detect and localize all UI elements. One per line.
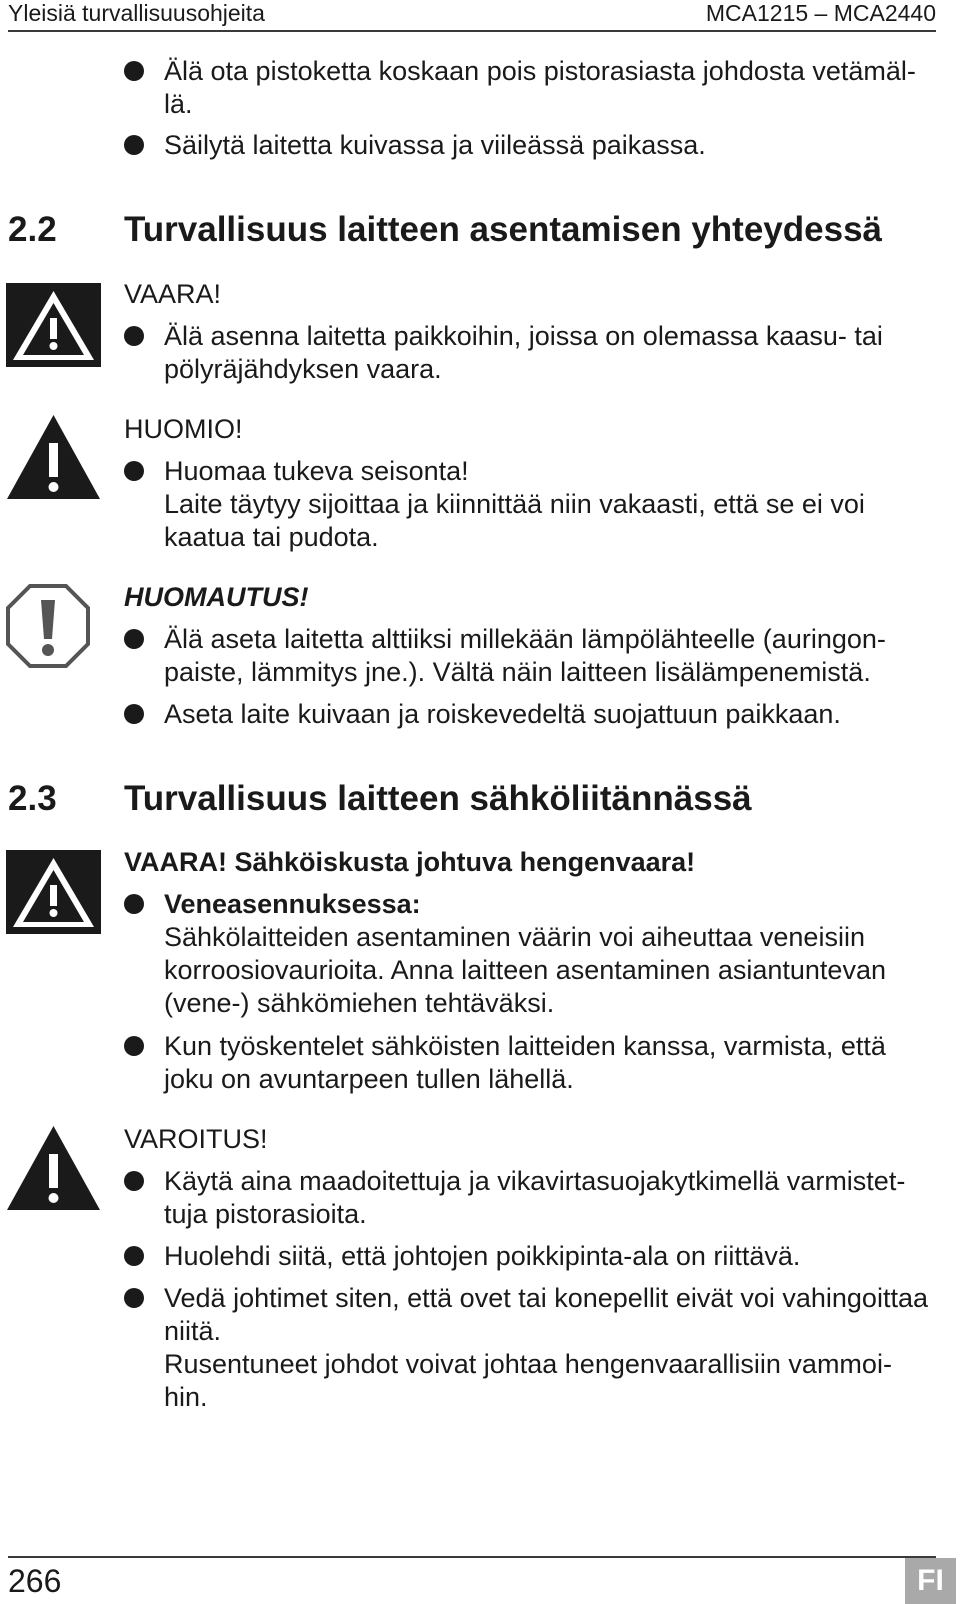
bullet-text: Aseta laite kuivaan ja roiskevedeltä suojattuun paikkaan. — [164, 699, 841, 729]
bullet-text: kaatua tai pudota. — [164, 522, 379, 552]
bullet-text: pölyräjähdyksen vaara. — [164, 354, 442, 384]
bullet-icon — [124, 704, 144, 724]
bullet-text: Huolehdi siitä, että johtojen poikkipinta-ala on riittävä. — [164, 1241, 801, 1271]
bullet-text: korroosiovaurioita. Anna laitteen asentaminen asiantuntevan — [164, 955, 886, 985]
section-number: 2.2 — [8, 210, 57, 249]
signal-word-varoitus: VAROITUS! — [124, 1124, 268, 1154]
page-header — [8, 0, 936, 32]
signal-word-vaara: VAARA! Sähköiskusta johtuva hengenvaara! — [124, 847, 696, 877]
notice-octagon-icon — [6, 584, 90, 668]
bullet-text: tuja pistorasioita. — [164, 1199, 367, 1229]
bullet-text: Sähkölaitteiden asentaminen väärin voi aiheuttaa veneisiin — [164, 922, 865, 952]
bullet-icon — [124, 1171, 144, 1191]
bullet-text: Laite täytyy sijoittaa ja kiinnittää niin vakaasti, että se ei voi — [164, 489, 865, 519]
header-model-range: MCA1215 – MCA2440 — [705, 0, 936, 26]
section-title: Turvallisuus laitteen sähköliitännässä — [124, 779, 752, 818]
bullet-text: hin. — [164, 1382, 208, 1412]
bullet-heading: Veneasennuksessa: — [164, 889, 421, 919]
bullet-icon — [124, 461, 144, 481]
bullet-icon — [124, 135, 144, 155]
bullet-text: lä. — [164, 89, 193, 119]
section-number: 2.3 — [8, 779, 57, 818]
bullet-icon — [124, 326, 144, 346]
footer-divider — [8, 1556, 936, 1558]
header-section-title: Yleisiä turvallisuusohjeita — [8, 0, 265, 26]
bullet-text: Kun työskentelet sähköisten laitteiden kanssa, varmista, että — [164, 1031, 886, 1061]
signal-word-huomautus: HUOMAUTUS! — [124, 582, 309, 612]
signal-word-huomio: HUOMIO! — [124, 414, 243, 444]
bullet-text: Säilytä laitetta kuivassa ja viileässä paikassa. — [164, 130, 706, 160]
bullet-text: Käytä aina maadoitettuja ja vikavirtasuojakytkimellä varmistet- — [164, 1166, 906, 1196]
bullet-text: Älä aseta laitetta alttiiksi millekään lämpölähteelle (auringon- — [164, 624, 886, 654]
bullet-text: Älä asenna laitetta paikkoihin, joissa on olemassa kaasu- tai — [164, 321, 883, 351]
caution-warning-icon — [6, 413, 101, 501]
warning-triangle-icon — [6, 1124, 101, 1212]
signal-word-vaara: VAARA! — [124, 279, 222, 309]
bullet-icon — [124, 1288, 144, 1308]
bullet-icon — [124, 629, 144, 649]
bullet-text: Älä ota pistoketta koskaan pois pistorasiasta johdosta vetämäl- — [164, 56, 916, 86]
bullet-icon — [124, 1246, 144, 1266]
language-tab: FI — [905, 1558, 956, 1604]
page-number: 266 — [8, 1563, 62, 1599]
bullet-text: niitä. — [164, 1316, 222, 1346]
bullet-text: Huomaa tukeva seisonta! — [164, 456, 469, 486]
section-title: Turvallisuus laitteen asentamisen yhteydessä — [124, 210, 883, 249]
bullet-icon — [124, 1036, 144, 1056]
bullet-text: (vene-) sähkömiehen tehtäväksi. — [164, 988, 555, 1018]
bullet-text: Vedä johtimet siten, että ovet tai konepellit eivät voi vahingoittaa — [164, 1283, 928, 1313]
danger-warning-icon — [6, 850, 101, 934]
danger-warning-icon — [6, 283, 101, 367]
bullet-icon — [124, 894, 144, 914]
bullet-text: paiste, lämmitys jne.). Vältä näin laitteen lisälämpenemistä. — [164, 657, 871, 687]
bullet-text: Rusentuneet johdot voivat johtaa hengenvaarallisiin vammoi- — [164, 1349, 892, 1379]
bullet-text: joku on avuntarpeen tullen lähellä. — [164, 1064, 574, 1094]
bullet-icon — [124, 61, 144, 81]
